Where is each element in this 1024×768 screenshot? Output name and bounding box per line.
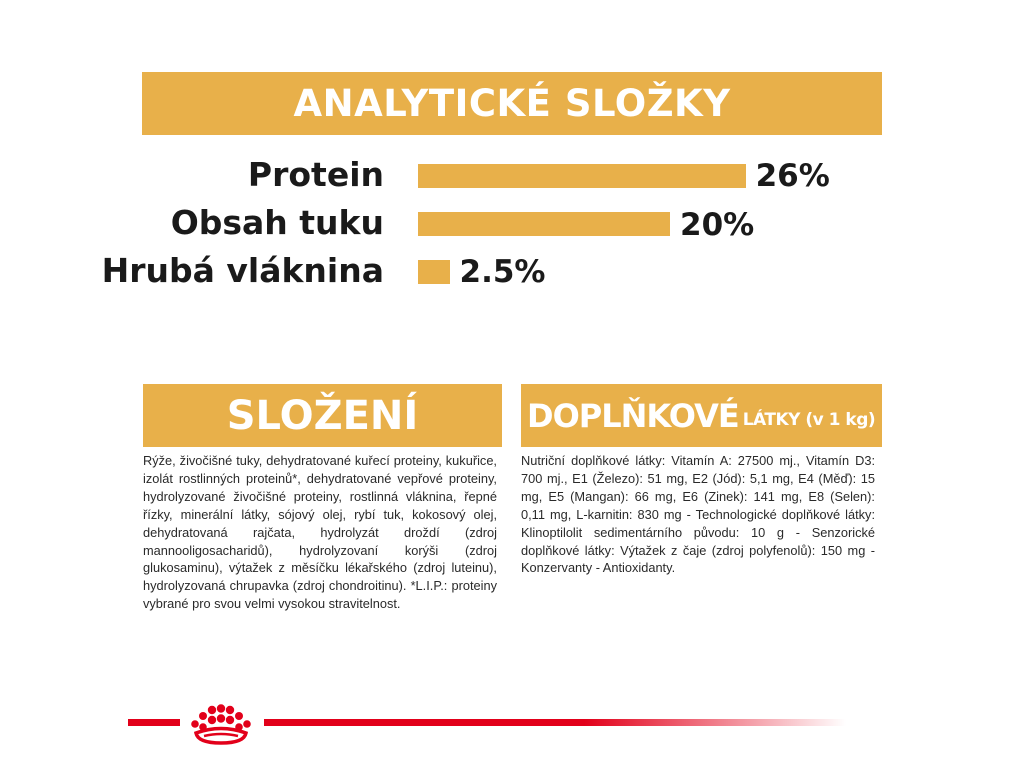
nutrient-label-fiber: Hrubá vláknina (101, 251, 384, 290)
footer-line-left (128, 719, 180, 726)
additives-title: DOPLŇKOVÉ (527, 396, 739, 435)
additives-header (521, 384, 882, 447)
nutrient-bar-fiber (418, 260, 450, 284)
nutrient-value-fat: 20% (680, 207, 755, 243)
royal-canin-crown-icon (182, 702, 260, 748)
nutrient-label-protein: Protein (247, 155, 384, 194)
footer-line-right (264, 719, 846, 726)
nutrient-bar-protein (418, 164, 746, 188)
nutrient-value-fiber: 2.5% (459, 254, 546, 290)
additives-text: Nutriční doplňkové látky: Vitamín A: 27500 mj., Vitamín D3: 700 mj., E1 (Železo): 51 mg, E2 (Jód): 5,1 mg, E4 (Měď): 15 mg, E5 (Mangan): 66 mg, E6 (Zinek): 141 mg, E8 (Selen): 0,11 mg, L-karnitin: 830 mg - Technologické doplňkové látky: Klinoptilolit sedimentárního původu: 10 g - Senzorické doplňkové látky: Výtažek z čaje (zdroj polyfenolů): 150 mg - Konzervanty - Antioxidanty. (521, 453, 875, 576)
nutrient-label-fat: Obsah tuku (170, 203, 384, 242)
additives-subtitle: LÁTKY (v 1 kg) (742, 409, 876, 430)
composition-title: SLOŽENÍ (226, 392, 419, 439)
composition-header (143, 384, 502, 447)
analytics-header (142, 72, 882, 135)
composition-text: Rýže, živočišné tuky, dehydratované kuřecí proteiny, kukuřice, izolát rostlinných proteinů*, dehydratované vepřové proteiny, hydrolyzované živočišné proteiny, rostlinná vláknina, řepné řízky, minerální látky, sójový olej, rybí tuk, kokosový olej, dehydratovaná rajčata, hydrolyzát droždí (zdroj mannooligosacharidů), hydrolyzovaní korýši (zdroj glukosaminu), výtažek z měsíčku lékařského (zdroj luteinu), hydrolyzovaná chrupavka (zdroj chondroitinu). *L.I.P.: proteiny vybrané pro svou velmi vysokou stravitelnost. (143, 453, 497, 612)
nutrient-value-protein: 26% (755, 158, 830, 194)
analytics-title: ANALYTICKÉ SLOŽKY (293, 82, 731, 125)
nutrient-bar-fat (418, 212, 670, 236)
